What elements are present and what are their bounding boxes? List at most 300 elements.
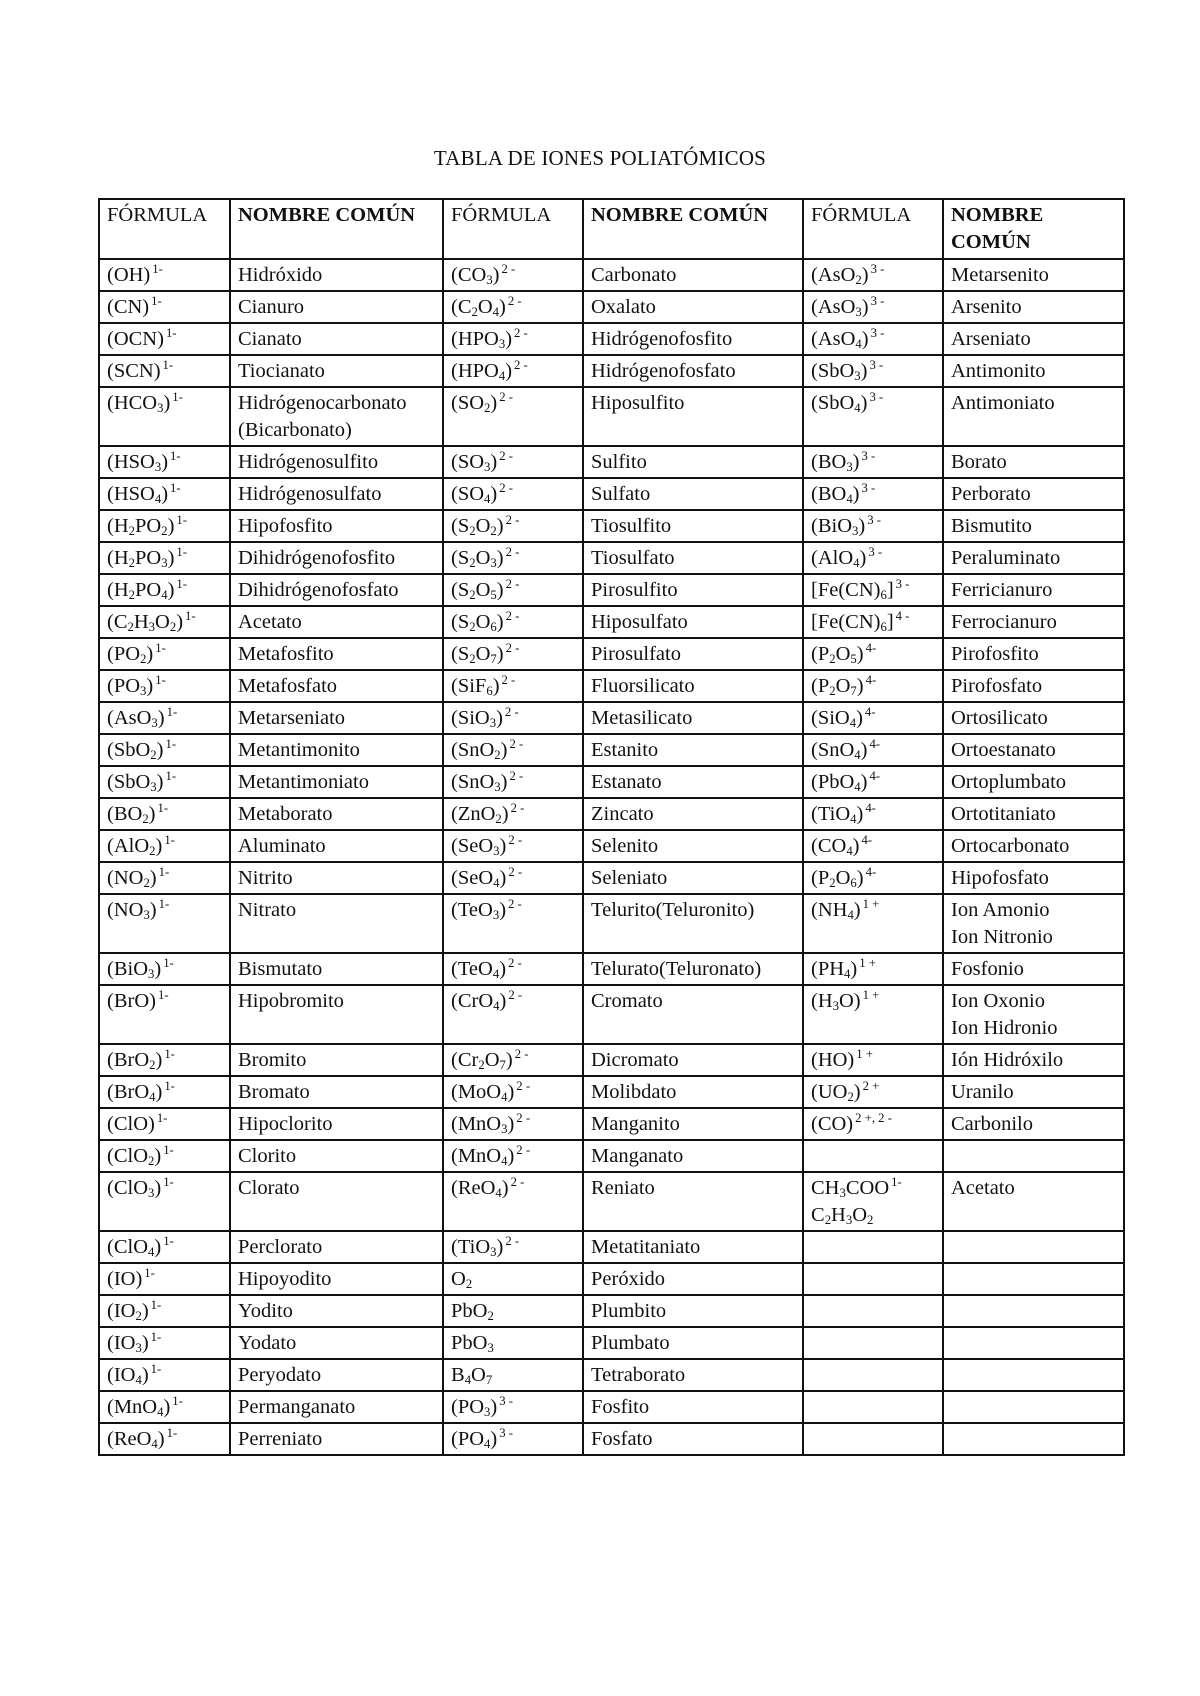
name-cell (230, 355, 443, 387)
name-cell (943, 798, 1124, 830)
formula-cell (803, 291, 943, 323)
formula-text: PbO$_3$ (451, 1332, 494, 1356)
name-cell (943, 1140, 1124, 1172)
formula-cell (443, 798, 583, 830)
ion-name: Ion Nitronio (951, 926, 1053, 948)
ion-name: Dicromato (591, 1049, 679, 1071)
table-row (99, 1076, 1124, 1108)
ion-name: Ortotitaniato (951, 803, 1056, 825)
name-cell (583, 1231, 803, 1263)
ion-name: Hipoyodito (238, 1268, 332, 1290)
header-name-3: NOMBRE COMÚN (943, 199, 1124, 259)
name-cell (583, 830, 803, 862)
charge: 2 - (505, 577, 520, 592)
name-cell (230, 259, 443, 291)
charge: 1 + (859, 956, 876, 971)
formula-text: $(PO_3)$ (107, 675, 154, 699)
ion-name: Metaborato (238, 803, 333, 825)
formula-text: $(S_2O_5)$ (451, 579, 504, 603)
charge: 1- (172, 1394, 183, 1409)
name-cell (583, 1076, 803, 1108)
ion-name: Clorato (238, 1177, 300, 1199)
formula-cell (803, 478, 943, 510)
name-cell (943, 862, 1124, 894)
charge: 2 - (514, 1047, 529, 1062)
formula-cell (443, 953, 583, 985)
formula-text: (SbO$_2$) (107, 739, 164, 763)
charge: 1- (158, 865, 170, 880)
charge: 1- (157, 988, 169, 1003)
formula-text: $(BO_3)$ (811, 451, 860, 475)
formula-cell (803, 1391, 943, 1423)
formula-cell (803, 1044, 943, 1076)
charge: 3 - (870, 326, 885, 341)
ion-name: Tiocianato (238, 360, 325, 382)
name-cell (583, 766, 803, 798)
ion-name: Hipoclorito (238, 1113, 333, 1135)
formula-text: $CH_3COO$ (811, 1177, 890, 1201)
formula-cell (443, 446, 583, 478)
header-name-2: NOMBRE COMÚN (583, 199, 803, 259)
ion-name: Bromato (238, 1081, 310, 1103)
formula-text: (ReO$_4$) (451, 1177, 509, 1201)
name-cell (230, 830, 443, 862)
name-cell (583, 953, 803, 985)
name-cell (230, 1172, 443, 1231)
table-row (99, 1108, 1124, 1140)
table-row (99, 606, 1124, 638)
ion-name: Seleniato (591, 867, 668, 889)
formula-cell (803, 355, 943, 387)
name-cell (230, 542, 443, 574)
formula-text: (SbO$_3$) (107, 771, 164, 795)
ion-name: Hidrógenofosfato (591, 360, 736, 382)
ion-name: Plumbito (591, 1300, 667, 1322)
formula-cell (443, 291, 583, 323)
ion-name: Bismutito (951, 515, 1032, 537)
name-cell (583, 1359, 803, 1391)
formula-cell (803, 798, 943, 830)
table-row (99, 734, 1124, 766)
formula-text: (SiO$_4$) (811, 707, 863, 731)
formula-cell (803, 1359, 943, 1391)
formula-text: (TeO$_3$) (451, 899, 507, 923)
ion-name: Zincato (591, 803, 654, 825)
ion-name: Clorito (238, 1145, 297, 1167)
charge: 4- (865, 801, 876, 816)
name-cell (230, 1231, 443, 1263)
formula-text: $(SO_2)$ (451, 392, 498, 416)
formula-text: (CO) (811, 1113, 854, 1135)
name-cell (230, 446, 443, 478)
table-row (99, 894, 1124, 953)
formula-text-alt: $C_2H_3O_2$ (811, 1204, 874, 1228)
ion-name: Sulfato (591, 483, 651, 505)
charge: 2 - (501, 673, 516, 688)
name-cell (230, 953, 443, 985)
formula-text: $(P_2O_5)$ (811, 643, 864, 667)
ion-name: Hiposulfito (591, 392, 685, 414)
table-row (99, 1327, 1124, 1359)
name-cell (230, 862, 443, 894)
formula-cell (99, 1231, 230, 1263)
formula-text: $(H_2PO_3)$ (107, 547, 175, 571)
formula-cell (803, 1327, 943, 1359)
charge: 2 - (505, 641, 520, 656)
name-cell (230, 798, 443, 830)
formula-text: $(HPO_3)$ (451, 328, 513, 352)
formula-text: $(CO_4)$ (811, 835, 860, 859)
formula-text: $(HPO_4)$ (451, 360, 513, 384)
ion-name: Permanganato (238, 1396, 356, 1418)
name-cell (943, 638, 1124, 670)
formula-text: (SiO$_3$) (451, 707, 503, 731)
formula-cell (803, 894, 943, 953)
name-cell (230, 1140, 443, 1172)
formula-cell (803, 323, 943, 355)
formula-cell (443, 1076, 583, 1108)
table-row (99, 798, 1124, 830)
formula-text: $(UO_2)$ (811, 1081, 861, 1105)
formula-text: $(IO_3)$ (107, 1332, 149, 1356)
formula-text: (SCN) (107, 360, 161, 382)
formula-text: (AlO$_2$) (107, 835, 163, 859)
table-row (99, 1295, 1124, 1327)
charge: 2 - (509, 769, 524, 784)
formula-cell (803, 542, 943, 574)
charge: 2 - (499, 449, 513, 464)
charge: 1- (155, 673, 166, 688)
formula-text: (AsO$_2$) (811, 264, 869, 288)
ion-name: Acetato (238, 611, 302, 633)
formula-text: (ReO$_4$) (107, 1428, 165, 1452)
table-row (99, 1140, 1124, 1172)
formula-cell (99, 953, 230, 985)
formula-cell (99, 830, 230, 862)
formula-cell (443, 830, 583, 862)
name-cell (583, 1327, 803, 1359)
formula-cell (99, 291, 230, 323)
charge: 1- (172, 390, 183, 405)
name-cell (583, 355, 803, 387)
charge: 3 - (868, 545, 883, 560)
name-cell (943, 1359, 1124, 1391)
name-cell (943, 1076, 1124, 1108)
charge: 1- (150, 1330, 162, 1345)
ion-name: Ortoestanato (951, 739, 1056, 761)
formula-text: (BrO) (107, 990, 156, 1012)
formula-cell (99, 638, 230, 670)
ion-name: (Bicarbonato) (238, 419, 352, 441)
formula-cell (99, 574, 230, 606)
charge: 4- (861, 833, 873, 848)
header-formula-3: FÓRMULA (803, 199, 943, 259)
name-cell (943, 953, 1124, 985)
formula-cell (99, 1263, 230, 1295)
name-cell (943, 830, 1124, 862)
ion-name: Metasilicato (591, 707, 693, 729)
formula-text: (SnO$_3$) (451, 771, 508, 795)
formula-text: (BiO$_3$) (107, 958, 162, 982)
formula-cell (99, 1172, 230, 1231)
charge: 2 - (508, 865, 523, 880)
formula-text: $(HSO_4)$ (107, 483, 169, 507)
name-cell (230, 1359, 443, 1391)
charge: 3 - (895, 577, 910, 592)
formula-cell (803, 1263, 943, 1295)
formula-cell (443, 1359, 583, 1391)
formula-cell (99, 1327, 230, 1359)
name-cell (230, 894, 443, 953)
name-cell (583, 1423, 803, 1455)
ion-name: Telurato(Teluronato) (591, 958, 762, 980)
ion-name: Uranilo (951, 1081, 1014, 1103)
header-name-1: NOMBRE COMÚN (230, 199, 443, 259)
ion-name: Yodato (238, 1332, 297, 1354)
formula-cell (99, 734, 230, 766)
formula-text: PbO$_2$ (451, 1300, 494, 1324)
ion-name: Perreniato (238, 1428, 323, 1450)
formula-text: (TiO$_3$) (451, 1236, 504, 1260)
ion-name: Fosfato (591, 1428, 653, 1450)
charge: 3 - (869, 358, 884, 373)
formula-text: $(PH_4)$ (811, 958, 858, 982)
formula-text: (MnO$_4$) (107, 1396, 171, 1420)
ion-name: Pirosulfato (591, 643, 681, 665)
formula-cell (99, 1108, 230, 1140)
charge: 3 - (499, 1394, 513, 1409)
formula-text: (CN) (107, 296, 150, 318)
name-cell (230, 574, 443, 606)
formula-text: $[Fe(CN)_6]$ (811, 611, 894, 635)
name-cell (230, 766, 443, 798)
formula-cell (443, 1172, 583, 1231)
name-cell (943, 510, 1124, 542)
charge: 1- (176, 513, 187, 528)
formula-text: $(H_3O)$ (811, 990, 861, 1014)
formula-text: (OH) (107, 264, 151, 286)
name-cell (583, 542, 803, 574)
formula-cell (803, 670, 943, 702)
formula-text: (PbO$_4$) (811, 771, 868, 795)
formula-cell (99, 894, 230, 953)
name-cell (230, 638, 443, 670)
name-cell (583, 478, 803, 510)
formula-text: $(PO_2)$ (107, 643, 154, 667)
name-cell (943, 985, 1124, 1044)
ion-name: Cianato (238, 328, 302, 350)
name-cell (583, 1295, 803, 1327)
formula-text: (AsO$_3$) (107, 707, 165, 731)
formula-text: $(PO_4)$ (451, 1428, 498, 1452)
charge: 1- (152, 262, 163, 277)
formula-text: $(NO_2)$ (107, 867, 157, 891)
name-cell (230, 387, 443, 446)
formula-cell (99, 702, 230, 734)
formula-text: (BiO$_3$) (811, 515, 866, 539)
formula-text: (TiO$_4$) (811, 803, 864, 827)
name-cell (583, 798, 803, 830)
ion-name: Metantimonito (238, 739, 360, 761)
ion-name: Fosfito (591, 1396, 650, 1418)
charge: 1- (164, 1079, 175, 1094)
formula-cell (443, 1140, 583, 1172)
formula-cell (803, 1172, 943, 1231)
name-cell (583, 862, 803, 894)
ion-name: Bismutato (238, 958, 323, 980)
charge: 2 - (516, 1111, 531, 1126)
formula-text: (AlO$_4$) (811, 547, 867, 571)
charge: 1 + (856, 1047, 873, 1062)
name-cell (943, 291, 1124, 323)
name-cell (943, 1044, 1124, 1076)
formula-text: $(S_2O_2)$ (451, 515, 504, 539)
formula-text: $(SO_4)$ (451, 483, 498, 507)
name-cell (583, 638, 803, 670)
formula-cell (99, 606, 230, 638)
ion-name: Ortosilicato (951, 707, 1048, 729)
ion-name: Acetato (951, 1177, 1015, 1199)
formula-text: $(S_2O_3)$ (451, 547, 504, 571)
name-cell (230, 1295, 443, 1327)
name-cell (943, 670, 1124, 702)
name-cell (230, 510, 443, 542)
formula-cell (99, 1076, 230, 1108)
name-cell (230, 1076, 443, 1108)
formula-text: (CrO$_4$) (451, 990, 507, 1014)
name-cell (943, 387, 1124, 446)
formula-text: $(C_2O_4)$ (451, 296, 506, 320)
ion-name: Pirofosfato (951, 675, 1043, 697)
formula-text: (AsO$_3$) (811, 296, 869, 320)
name-cell (230, 606, 443, 638)
ions-table-body (99, 259, 1124, 1455)
header-row (99, 199, 1124, 259)
table-row (99, 446, 1124, 478)
ion-name: Ferricianuro (951, 579, 1053, 601)
table-row (99, 291, 1124, 323)
formula-cell (803, 766, 943, 798)
formula-cell (443, 638, 583, 670)
formula-text: (TeO$_4$) (451, 958, 507, 982)
ion-name: Ion Amonio (951, 899, 1050, 921)
charge: 1 + (862, 988, 880, 1003)
formula-text: $(C_2H_3O_2)$ (107, 611, 184, 635)
charge: 2 - (505, 609, 520, 624)
formula-cell (99, 985, 230, 1044)
name-cell (583, 606, 803, 638)
ion-name: Hipofosfito (238, 515, 333, 537)
formula-text: (IO) (107, 1268, 143, 1290)
charge: 1- (164, 833, 175, 848)
table-row (99, 1391, 1124, 1423)
table-row (99, 259, 1124, 291)
formula-text: (MnO$_4$) (451, 1145, 515, 1169)
formula-cell (99, 1359, 230, 1391)
formula-cell (443, 1295, 583, 1327)
charge: 2 +, 2 - (855, 1111, 892, 1126)
charge: 2 - (508, 956, 522, 971)
name-cell (943, 702, 1124, 734)
formula-text: $(S_2O_7)$ (451, 643, 504, 667)
name-cell (943, 542, 1124, 574)
formula-text: $[Fe(CN)_6]$ (811, 579, 894, 603)
name-cell (583, 734, 803, 766)
formula-text: $(BO_2)$ (107, 803, 156, 827)
ion-name: Hidrógenocarbonato (238, 392, 407, 414)
ion-name: Selenito (591, 835, 659, 857)
charge: 1- (166, 1426, 178, 1441)
formula-text: $(HSO_3)$ (107, 451, 169, 475)
formula-cell (803, 606, 943, 638)
charge: 4- (865, 641, 877, 656)
charge: 1- (163, 1175, 174, 1190)
formula-text: (SbO$_4$) (811, 392, 868, 416)
charge: 1- (165, 737, 177, 752)
charge: 4- (865, 673, 877, 688)
charge: 2 - (499, 481, 513, 496)
ion-name: Pirofosfito (951, 643, 1039, 665)
name-cell (943, 766, 1124, 798)
formula-cell (803, 1108, 943, 1140)
table-row (99, 638, 1124, 670)
charge: 1- (164, 1047, 175, 1062)
table-row (99, 1423, 1124, 1455)
formula-cell (443, 985, 583, 1044)
ion-name: Hiposulfato (591, 611, 688, 633)
name-cell (583, 574, 803, 606)
formula-text: (SnO$_4$) (811, 739, 868, 763)
table-row (99, 953, 1124, 985)
name-cell (230, 478, 443, 510)
ion-name: Ión Hidróxilo (951, 1049, 1064, 1071)
ion-name: Estanato (591, 771, 662, 793)
name-cell (583, 1263, 803, 1295)
formula-cell (803, 985, 943, 1044)
ion-name: Ion Oxonio (951, 990, 1045, 1012)
name-cell (230, 1327, 443, 1359)
formula-cell (803, 1231, 943, 1263)
formula-text: $(IO_2)$ (107, 1300, 149, 1324)
ion-name: Metafosfito (238, 643, 334, 665)
name-cell (943, 323, 1124, 355)
formula-text: (OCN) (107, 328, 164, 350)
name-cell (230, 323, 443, 355)
formula-text: (AsO$_4$) (811, 328, 869, 352)
formula-text: $(P_2O_7)$ (811, 675, 864, 699)
name-cell (943, 1231, 1124, 1263)
formula-text: (BrO$_4$) (107, 1081, 163, 1105)
formula-text: (HO) (811, 1049, 855, 1071)
name-cell (943, 574, 1124, 606)
ion-name: Fluorsilicato (591, 675, 695, 697)
ions-table (98, 198, 1125, 1456)
formula-cell (99, 355, 230, 387)
formula-cell (99, 1295, 230, 1327)
charge: 2 - (507, 294, 522, 309)
charge: 2 - (505, 545, 520, 560)
formula-text: $O_2$ (451, 1268, 473, 1292)
name-cell (943, 259, 1124, 291)
charge: 1- (157, 801, 169, 816)
formula-text: (ClO$_2$) (107, 1145, 162, 1169)
ion-name: Hipofosfato (951, 867, 1049, 889)
formula-cell (443, 670, 583, 702)
table-row (99, 766, 1124, 798)
charge: 1- (150, 1362, 162, 1377)
name-cell (230, 734, 443, 766)
ion-name: Carbonato (591, 264, 677, 286)
